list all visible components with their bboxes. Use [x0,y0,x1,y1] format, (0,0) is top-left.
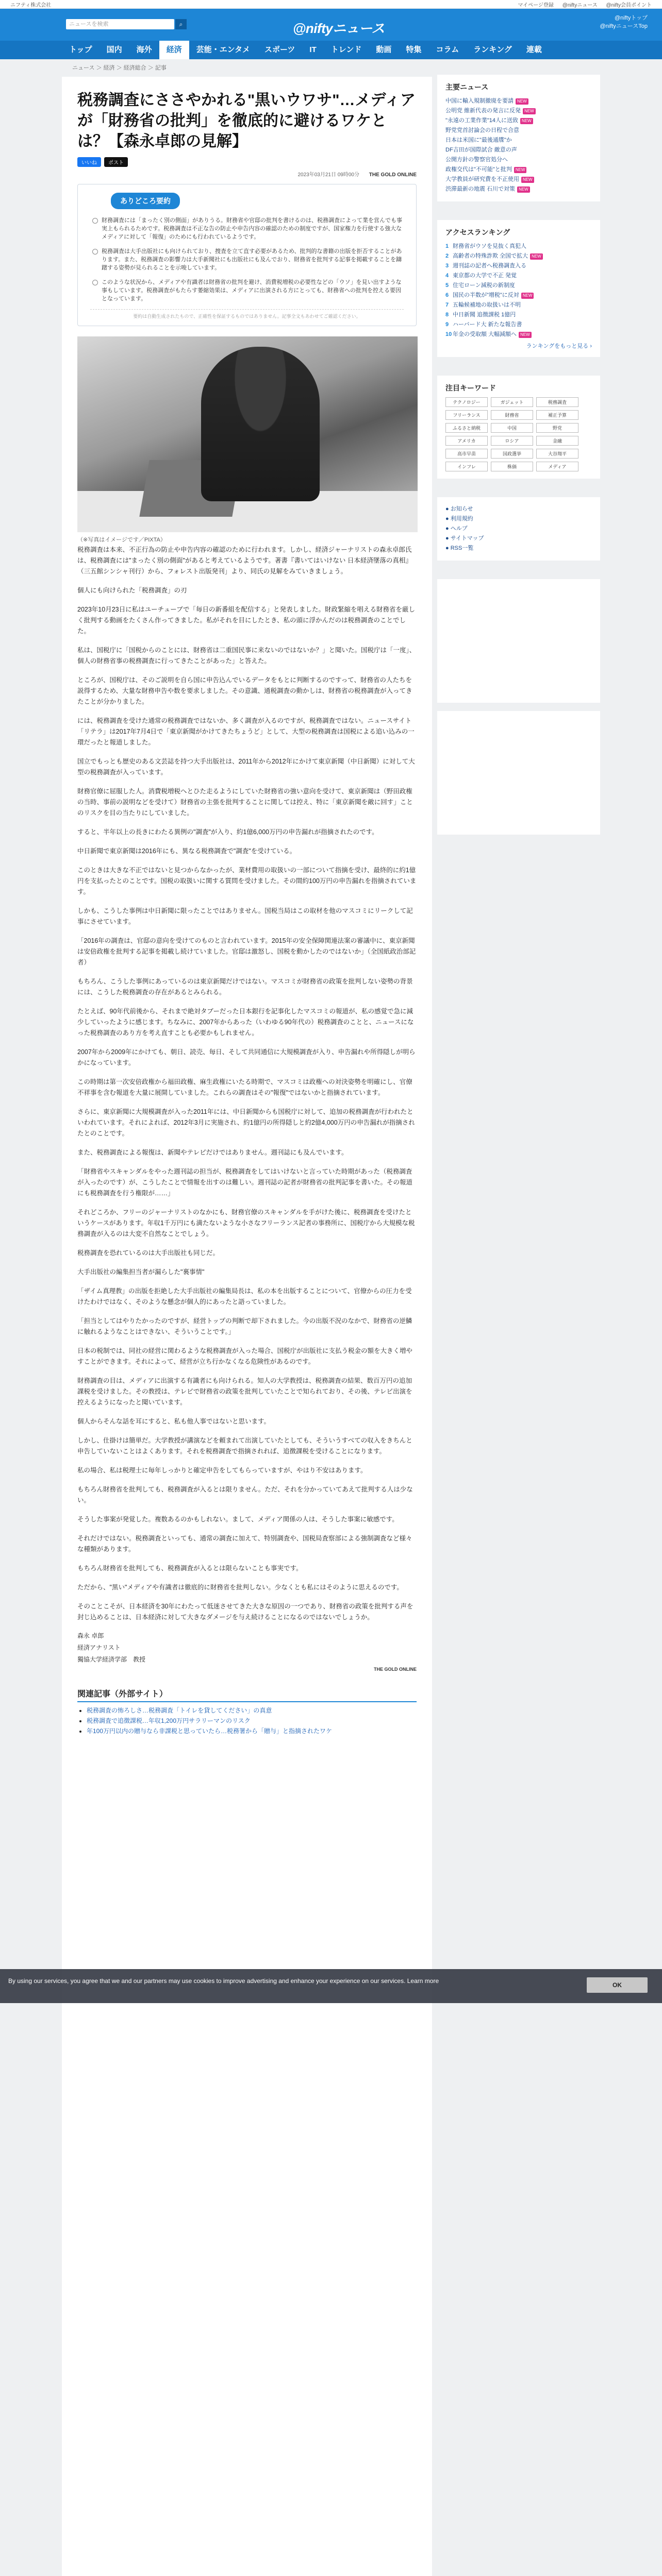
ranking-number: 3 [445,263,449,269]
news-item-label: 日本は米国に"最後通牒"か [445,137,512,143]
article-paragraph: さらに、東京新聞に大規模調査が入った2011年には、中日新聞からも国税庁に対して、追加の税務調査が行われたといわれています。それによれば、2012年3月に実施され、約1億円の所得隠しと約2億4,000万円の申告漏れが指摘されたとのことです。 [77,1108,415,1137]
ranking-item[interactable] [445,242,592,251]
ai-summary [77,184,417,326]
keyword-tag[interactable]: 金融 [536,436,578,446]
keyword-tag[interactable]: テクノロジー [445,397,488,407]
nav-tab[interactable]: 芸能・エンタメ [196,45,251,54]
news-item-label: 野党党首討論会の日程で合意 [445,127,519,133]
main-news-box [437,75,600,201]
nav-tab[interactable]: トップ [69,45,92,54]
article-body [77,545,417,1623]
article-paragraph: もちろん財務省を批判しても、税務調査が入るとは限りません。ただ、それを分かっていてあえて批判する人は少ない。 [77,1486,413,1504]
header-link[interactable]: @niftyトップ [614,15,648,21]
article-paragraph: 私は、国税庁に「国税からのことには、財務省は二重国民事に来ないのではないか？」と聞いた。国税庁は「一度」、個人の財務省事の税務調査に行ってきたことがあった」と答えた。 [77,647,416,665]
company-name: ニフティ株式会社 [10,2,52,8]
footer-link[interactable]: ● RSS一覧 [445,545,474,551]
news-item-label: 渋滞最新の地震 石川で対策 [445,186,516,192]
ranking-label: 週刊誌の記者へ税務調査入る [453,263,526,269]
article-paragraph: また、税務調査による報復は、新聞やテレビだけではありません。週刊誌にも及んでいます。 [77,1149,348,1156]
footer-link-label: ヘルプ [450,526,468,532]
nav-tab[interactable]: スポーツ [264,45,295,54]
page-container [62,59,600,1735]
article-paragraph: しかし、仕掛けは簡単だ。大学教授が講演などを頼まれて出演していたとしても、そういうすべての収入をきちんと申告していないことはよくあります。それを税務調査で指摘されれば、追徴課税を受けることになります。 [77,1437,412,1455]
news-item[interactable] [445,184,592,194]
related-link[interactable]: 年100万円以内の贈与なら非課税と思っていたら…税務署から「贈与」と指摘されたワケ [87,1727,333,1735]
photo-caption: （※写真はイメージです／PIXTA） [77,537,166,543]
summary-badge: ありどころ要約 [111,193,180,209]
nav-tab[interactable]: IT [309,45,317,54]
ranking-number: 5 [445,282,449,289]
footer-link-label: 利用規約 [450,516,473,522]
ranking-item[interactable] [445,261,592,271]
nav-tab[interactable]: 経済 [159,41,189,59]
ad-slot [437,579,600,703]
article-paragraph: この時期は第一次安倍政権から福田政権、麻生政権にいたる時期で、マスコミは政権への対決姿勢を明確にし、官僚不祥事を含む報道を大量に展開していました。これらの調査はその"報復"ではないかと指摘されています。 [77,1078,412,1096]
footer-link[interactable]: ● お知らせ [445,506,473,512]
ranking-label: 中日新聞 追徴課税 1億円 [453,312,516,318]
nav-tab[interactable]: ランキング [473,45,512,54]
news-item-label: 政権交代は"不可能"と批判 [445,166,512,173]
keyword-tag[interactable]: ロシア [491,436,533,446]
keyword-tag[interactable]: メディア [536,462,578,471]
ranking-item[interactable] [445,251,592,261]
new-badge: NEW [520,118,533,124]
footer-links-box [437,497,600,561]
nav-tab[interactable]: コラム [436,45,459,54]
nav-tab[interactable]: 海外 [136,45,152,54]
article-paragraph: 2023年10月23日に私はユーチューブで「毎日の新番組を配信する」と発表しました。財政緊縮を唱える財務省を厳しく批判する動画をたくさん作ってきました。私がそれを目にしたとき、私の頭に浮かんだのは税務調査のことでした。 [77,606,415,635]
access-ranking-box [437,220,600,357]
ranking-number: 1 [445,243,449,249]
source-logo: THE GOLD ONLINE [374,1667,417,1672]
new-badge: NEW [521,293,534,299]
ranking-label: 年金の受取額 大幅減額へ [453,331,517,337]
keyword-tag[interactable]: アメリカ [445,436,488,446]
ranking-number: 4 [445,273,449,279]
ranking-item[interactable] [445,320,592,330]
access-ranking-title: アクセスランキング [445,228,510,236]
utility-link[interactable]: @niftyニュース [562,2,598,8]
article-photo [77,336,418,532]
nav-tab[interactable]: 動画 [376,45,392,54]
utility-link[interactable]: @nifty会員ポイント [606,2,652,8]
news-item-label: 大学教員が研究費を不正使用 [445,176,519,182]
footer-link-label: RSS一覧 [450,545,474,551]
new-badge: NEW [523,108,536,114]
news-item[interactable] [445,126,592,135]
site-header [0,9,662,41]
summary-point: 税務調査は大手出版社にも向けられており、捜査を立て直す必要があるため、批判的な書籍の出版を拒否することがあります。また、税務調査の影響力は大手新聞社にも出版社にも及んでおり、財務省を批判する記事を掲載することを躊躇する姿勢が見られることを示唆しています。 [90,247,404,272]
keyword-tag[interactable]: ふるさと納税 [445,423,488,433]
keyword-tag[interactable]: 税務調査 [536,397,578,407]
keyword-title: 注目キーワード [445,384,496,392]
nav-tab[interactable]: 国内 [106,45,122,54]
article-paragraph: 税務調査は本来、不正行為の防止や申告内容の確認のために行われます。しかし、経済ジャーナリストの森永卓郎氏は、税務調査には"まったく別の側面"があると考えているようです。著書『書いてはいけない 日本経済墜落の真相』（三五館シンシャ刊行）から、フォレスト出版発刊」より、同氏の見解をみていきましょう。 [77,546,412,575]
article-paragraph: そのことこそが、日本経済を30年にわたって低迷させてきた大きな原因の一つであり、財務省の政策を批判する声を封じ込めることは、日本経済に対して大きなダメージを与え続けることになるのではないでしょうか。 [77,1603,413,1621]
news-item[interactable] [445,96,592,106]
new-badge: NEW [517,187,530,193]
article-paragraph: には、税務調査を受けた通常の税務調査ではないか、多く調査が入るのですが、税務調査ではない。ニュースサイト「リテラ」は2017年7月4日で「東京新聞がかけてきたちょうど」として、大型の税務調査は国税による追い込みの一環だったと報道しました。 [77,717,415,746]
article-paragraph: もちろん、こうした事例にあっているのは東京新聞だけではない。マスコミが財務省の政策を批判しない姿勢の背景には、こうした税務調査の存在があるとみられる。 [77,978,413,996]
article-paragraph: 中日新聞で東京新聞は2016年にも、異なる税務調査で"調査"を受けている。 [77,848,296,855]
cookie-text[interactable]: By using our services, you agree that we and our partners may use cookies to improve advertising and enhance your experience on our services. Learn more [8,1977,439,1985]
article-paragraph: しかも、こうした事例は中日新聞に限ったことではありません。国税当局はこの取材を他のマスコミにリークして記事にさせています。 [77,907,413,925]
related-link[interactable]: 税務調査で追徴課税…年収1,200万円サラリーマンのリスク [87,1717,251,1724]
news-item-label: 公開方針の警察官処分へ [445,157,508,163]
ranking-label: 財務省がウソを見抜く真犯人 [453,243,526,249]
site-logo[interactable]: @niftyニュース [293,21,385,36]
ranking-label: 住宅ローン減税の新制度 [453,282,515,289]
ranking-item[interactable] [445,330,592,340]
related-link[interactable]: 税務調査の怖ろしさ…税務調査「トイレを貸してください」の真意 [87,1707,272,1714]
post-button[interactable]: ポスト [104,157,128,167]
cookie-banner [0,1969,662,2003]
article-paragraph: 税務調査を恐れているのは大手出版社も同じだ。 [77,1249,220,1257]
header-link[interactable]: @niftyニュースTop [600,23,648,29]
ranking-number: 9 [445,321,449,328]
keyword-tag[interactable]: 財務省 [491,410,533,420]
article-paragraph: 個人にも向けられた「税務調査」の刃 [77,587,187,594]
author-title: 経済アナリスト [77,1644,121,1651]
header-links [600,14,648,30]
article-paragraph: 「財務省やスキャンダルをやった週刊誌の担当が、税務調査をしてはいけないと言っていた時期があった（税務調査が入ったのです）が、こうしたことで情報を出すのは難しい。週刊誌の記者が財務省の批判記事を書いた。その報道にも税務調査を行う権限が……」 [77,1168,413,1197]
nav-tab[interactable]: トレンド [330,45,362,54]
keyword-tag[interactable]: 大谷翔平 [536,449,578,459]
ranking-label: 国民の半数が"増税"に反対 [453,292,519,298]
related-articles [77,1687,417,1736]
ranking-item[interactable] [445,310,592,320]
keyword-tag[interactable]: インフレ [445,462,488,471]
news-item[interactable] [445,116,592,126]
ranking-number: 2 [445,253,449,259]
keyword-box [437,376,600,479]
article-paragraph: ところが、国税庁は、そのご説明を自ら国に申告込んでいるデータをもとに判断するのですって、財務省の人たちを説得するため、大量な財務申告や数を要求しました。その意識、通税調査の動かしは、財務省の税務調査が入ってきたことが分かりました。 [77,676,412,705]
ranking-label: ハーバード大 新たな報告書 [453,321,522,328]
keyword-tag[interactable]: 国政選挙 [491,449,533,459]
nav-tab[interactable]: 連載 [526,45,542,54]
summary-point: このような状況から、メディアや有識者は財務省の批判を避け、消費税増税の必要性などの「ウソ」を見い出すような事もしています。税務調査がもたらす萎縮効果は、メディアに出演される方にとっても、財務省への批判を控える要因となっています。 [90,278,404,303]
search-icon[interactable]: ⌕ [175,19,187,29]
ranking-number: 8 [445,312,449,318]
article-title: 税務調査にささやかれる"黒いウワサ"…メディアが「財務省の批判」を徹底的に避けるワケとは？【森永卓郎の見解】 [77,92,416,150]
ranking-label: 東京都の大学で不正 発覚 [453,273,517,279]
nav-tab[interactable]: 特集 [406,45,422,54]
article-paragraph: たとえば、90年代前後から、それまで絶対タブーだった日本銀行を記事化したマスコミの報道が、私の感覚で急に減少していったように感じます。ちなみに、2007年からあった（いわゆる90年代の）税務調査のことと、ニュースになった税務調査のあり方を考え直すことも必要かもしれません。 [77,1008,414,1037]
article-paragraph: 国立でもっとも歴史のある文芸誌を持つ大手出版社は、2011年から2012年にかけて東京新聞（中日新聞）に対して大型の税務調査が入っています。 [77,758,415,776]
utility-link[interactable]: マイページ登録 [518,2,554,8]
ranking-item[interactable] [445,300,592,310]
keyword-tag[interactable]: 株価 [491,462,533,471]
footer-link[interactable]: ● 利用規約 [445,516,473,522]
new-badge: NEW [519,332,532,338]
article-paragraph: もちろん財務省を批判しても、税務調査が入るとは限らないことも事実です。 [77,1565,303,1572]
sidebar [437,75,600,843]
new-badge: NEW [521,177,534,183]
article-meta [77,170,417,178]
breadcrumb[interactable]: ニュース ＞ 経済 ＞ 経済総合 ＞ 記事 [72,65,167,71]
utility-bar [0,0,662,9]
footer-link[interactable]: ● ヘルプ [445,526,468,532]
article-paragraph: 個人からそんな話を耳にすると、私も他人事ではないと思います。 [77,1418,271,1425]
article-main [62,77,432,2576]
article-paragraph: 2007年から2009年にかけても、朝日、読売、毎日、そして共同通信に大規模調査が入り、申告漏れや所得隠しが明らかになっています。 [77,1048,416,1066]
author-name: 森永 卓郎 [77,1632,104,1639]
article-paragraph: このときは大きな不正ではないと見つからなかったが、業材費用の取扱いの一部について指摘を受け、最終的に約1億円を支払ったとのことです。国税の取扱いに関する質問を受けました。その間約100万円の申告漏れを指摘されています。 [77,867,417,895]
article-paragraph: ただから、"黒い"メディアや有識者は徹底的に財務省を批判しない。少なくとも私にはそのように思えるのです。 [77,1584,403,1591]
news-item[interactable] [445,155,592,165]
article-paragraph: 財務調査の目は、メディアに出演する有識者にも向けられる。知人の大学教授は、税務調査の結果、数百万円の追加課税を受けました。その教授は、テレビで財務省の政策を批判していたことで知られており、その後、テレビ出演を控えるようになったと聞いています。 [77,1377,412,1406]
news-item[interactable] [445,175,592,184]
ranking-item[interactable] [445,271,592,281]
article-paragraph: 「ザイム真理教」の出版を拒絶した大手出版社の編集局長は、私の本を出版することについて、官僚からの圧力を受けたわけではなく、そのような懸念が個人的にあったと語っていました。 [77,1287,412,1306]
article-paragraph: 日本の税制では、同社の経営に関わるような税務調査が入った場合、国税庁が出版社に支払う税金の額を大きく増やすことができます。それによって、経営が立ち行かなくなる危険性があるのです。 [77,1347,413,1365]
article-paragraph: 「2016年の調査は、官邸の意向を受けてのものと言われています。2015年の安全保障関連法案の審議中に、東京新聞は安倍政権を批判する記事を掲載し続けていました。官邸は激怒し、国税を動かしたのではないか」（全国紙政治部記者） [77,937,416,966]
keyword-tag[interactable]: ガジェット [491,397,533,407]
ad-slot [437,711,600,835]
article-paragraph: そうした事案が発覚した。複数あるのかもしれない。まして、メディア関係の人は、そうした事案に敏感です。 [77,1516,399,1523]
keyword-tag[interactable]: 中国 [491,423,533,433]
ranking-item[interactable] [445,281,592,291]
keyword-tag[interactable]: 野党 [536,423,578,433]
footer-link-label: サイトマップ [450,535,484,541]
cookie-ok-button[interactable]: OK [587,1977,648,1993]
article-paragraph: 大手出版社の編集担当者が漏らした"裏事情" [77,1268,205,1276]
news-item[interactable] [445,135,592,145]
like-button[interactable]: いいね [77,157,101,167]
ranking-number: 7 [445,302,449,308]
related-title: 関連記事（外部サイト） [77,1687,417,1702]
ranking-more-link[interactable]: ランキングをもっと見る › [526,343,592,349]
new-badge: NEW [530,253,543,260]
search-input[interactable]: ニュースを検索 [66,19,174,29]
article-paragraph: 私の場合、私は税理士に毎年しっかりと確定申告をしてもらっていますが、やはり不安はあります。 [77,1467,367,1474]
keyword-tag[interactable]: フリーランス [445,410,488,420]
article-paragraph: 財務官僚に屈服した人。消費税増税へとひた走るようにしていた財務省の強い意向を受けて、東京新聞は（野田政権の当時、事前の説明などを受けて）財務省の主張を批判することに関しては控え、特に「東京新聞を敵に回す」ことのリスクを目の当たりにしていました。 [77,788,413,817]
news-item[interactable] [445,145,592,155]
summary-note: 要約は自動生成されたもので、正確性を保証するものではありません。記事全文もあわせてご確認ください。 [90,309,404,319]
ranking-number: 6 [445,292,449,298]
ranking-label: 五輪候補地の取扱いは不明 [453,302,521,308]
news-item[interactable] [445,106,592,116]
share-buttons [77,157,417,167]
article-date: 2023年03月21日 09時00分 [297,172,359,178]
news-item-label: "永遠の工業作業"14人に送致 [445,117,519,124]
article-paragraph: それどころか、フリーのジャーナリストのなかにも、財務官僚のスキャンダルを手がけた後に、税務調査を受けたというケースがあります。年収1千万円にも満たないような小さなフリーランス記者の事務所に、国税庁から大規模な税務調査が入るのは大変不自然なことでしょう。 [77,1209,415,1238]
article-paragraph: 「担当としてはやりたかったのですが、経営トップの判断で却下されました。今の出版不況のなかで、財務省の逆鱗に触れるようなことはできない、そういうことです。」 [77,1317,412,1335]
news-item-label: 公明党 維新代表の発言に反発 [445,108,521,114]
keyword-tag[interactable]: 高市早苗 [445,449,488,459]
news-item[interactable] [445,165,592,175]
footer-link-label: お知らせ [450,506,473,512]
main-news-title: 主要ニュース [445,83,489,91]
article-paragraph: それだけではない。税務調査といっても、通常の調査に加えて、特別調査や、国税局査察部による強制調査など様々な種類があります。 [77,1535,412,1553]
footer-link[interactable]: ● サイトマップ [445,535,484,541]
new-badge: NEW [514,167,527,173]
summary-point: 財務調査には「まったく別の側面」がありうる。財務省や官邸の批判を書けるのは、税務調査によって業を営んでも事実上もられるためです。税務調査は不正な告の防止や申告内容の確認のための制度ですが、国家権力を行使する強大なメディアに対して「報復」のためにも行われているようです。 [90,216,404,241]
author-org: 獨協大学経済学部 教授 [77,1656,146,1663]
ranking-item[interactable] [445,291,592,300]
photo-person [201,347,320,501]
keyword-tag[interactable]: 補正予算 [536,410,578,420]
ranking-number: 10 [445,331,452,337]
category-nav [0,41,662,59]
news-item-label: 中国に輸入規制撤廃を要請 [445,98,514,104]
news-item-label: DF吉田が国際試合 敵意の声 [445,147,517,153]
new-badge: NEW [516,98,528,105]
article-paragraph: すると、半年以上の長きにわたる異例の"調査"が入り、約1億6,000万円の申告漏れが指摘されたのです。 [77,828,378,836]
article-source: THE GOLD ONLINE [369,172,417,178]
ranking-label: 高齢者の特殊詐欺 全国で拡大 [453,253,528,259]
